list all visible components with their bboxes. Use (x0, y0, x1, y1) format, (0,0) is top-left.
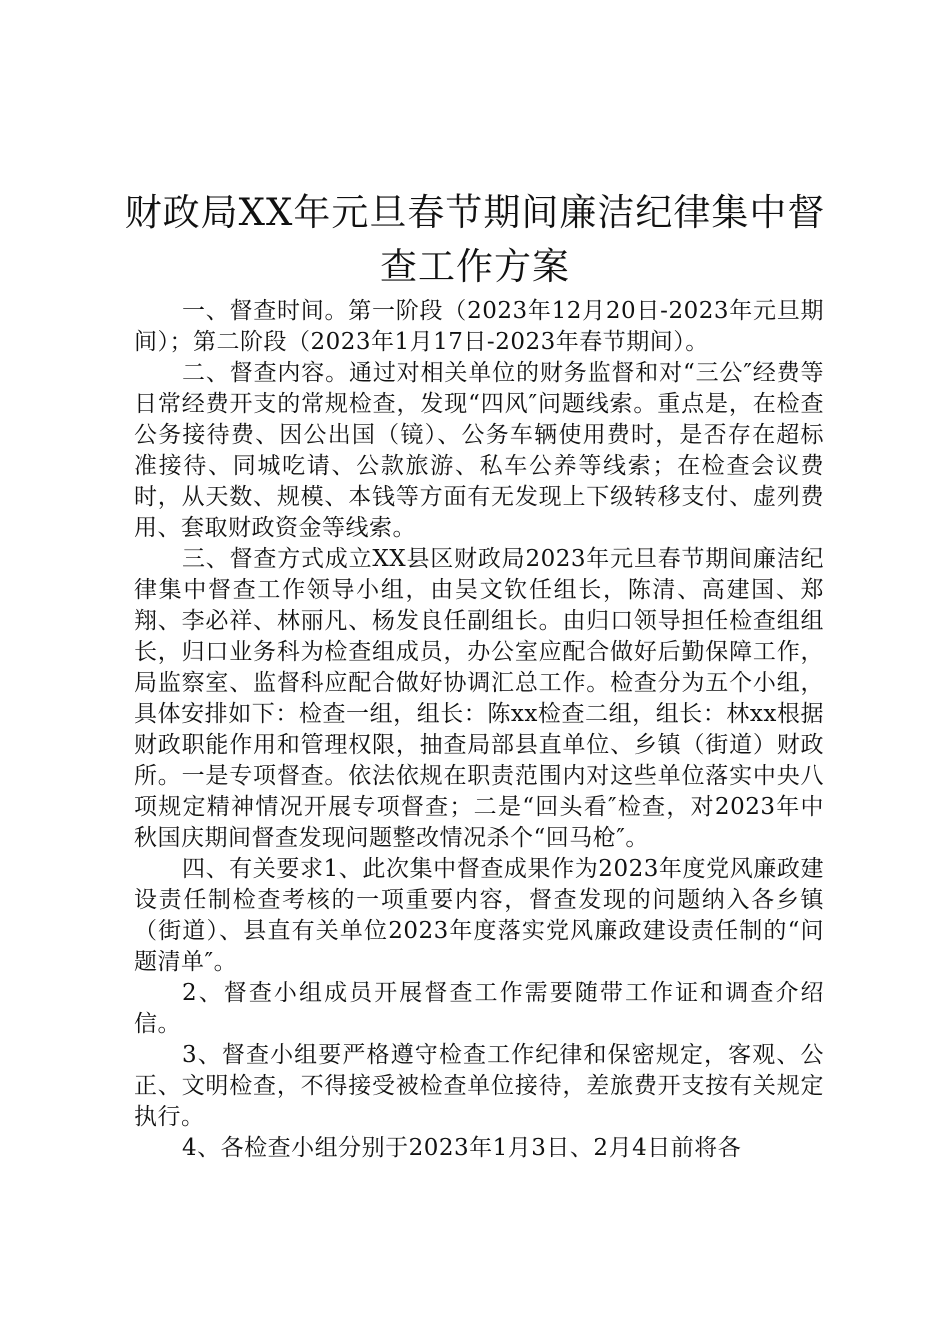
document-title-line-2: 查工作方案 (380, 245, 570, 288)
paragraph-inspection-content: 二、督查内容。通过对相关单位的财务监督和对“三公″经费等日常经费开支的常规检查，发现“四风″问题线索。重点是，在检查公务接待费、因公出国（镜）、公务车辆使用费时，是否存在超标准接待、同城吃请、公款旅游、私车公养等线索；在检查会议费时，从天数、规模、本钱等方面有无发现上下级转移支付、虚列费用、套取财政资金等线索。 (134, 360, 824, 541)
paragraph-requirement-2: 2、督查小组成员开展督查工作需要随带工作证和调查介绍信。 (134, 980, 824, 1037)
paragraph-inspection-time: 一、督查时间。第一阶段（2023年12月20日-2023年元旦期间）；第二阶段（2023年1月17日-2023年春节期间）。 (134, 298, 824, 355)
paragraph-inspection-method: 三、督查方式成立XX县区财政局2023年元旦春节期间廉洁纪律集中督查工作领导小组，由吴文钦任组长，陈清、高建国、郑翔、李必祥、林丽凡、杨发良任副组长。由归口领导担任检查组组长，归口业务科为检查组成员，办公室应配合做好后勤保障工作，局监察室、监督科应配合做好协调汇总工作。检查分为五个小组，具体安排如下：检查一组，组长：陈xx检查二组，组长：林xx根据财政职能作用和管理权限，抽查局部县直单位、乡镇（街道）财政所。一是专项督查。依法依规在职责范围内对这些单位落实中央八项规定精神情况开展专项督查；二是“回头看″检查，对2023年中秋国庆期间督查发现问题整改情况杀个“回马枪″。 (134, 546, 824, 851)
document-body (134, 296, 824, 1164)
paragraph-requirement-4: 4、各检查小组分别于2023年1月3日、2月4日前将各 (182, 1135, 742, 1161)
paragraph-requirements: 四、有关要求1、此次集中督查成果作为2023年度党风廉政建设责任制检查考核的一项重要内容，督查发现的问题纳入各乡镇（街道）、县直有关单位2023年度落实党风廉政建设责任制的“问题清单″。 (134, 856, 824, 975)
document-title-line-1: 财政局XX年元旦春节期间廉洁纪律集中督 (124, 191, 826, 234)
paragraph-requirement-3: 3、督查小组要严格遵守检查工作纪律和保密规定，客观、公正、文明检查，不得接受被检查单位接待，差旅费开支按有关规定执行。 (134, 1042, 824, 1130)
